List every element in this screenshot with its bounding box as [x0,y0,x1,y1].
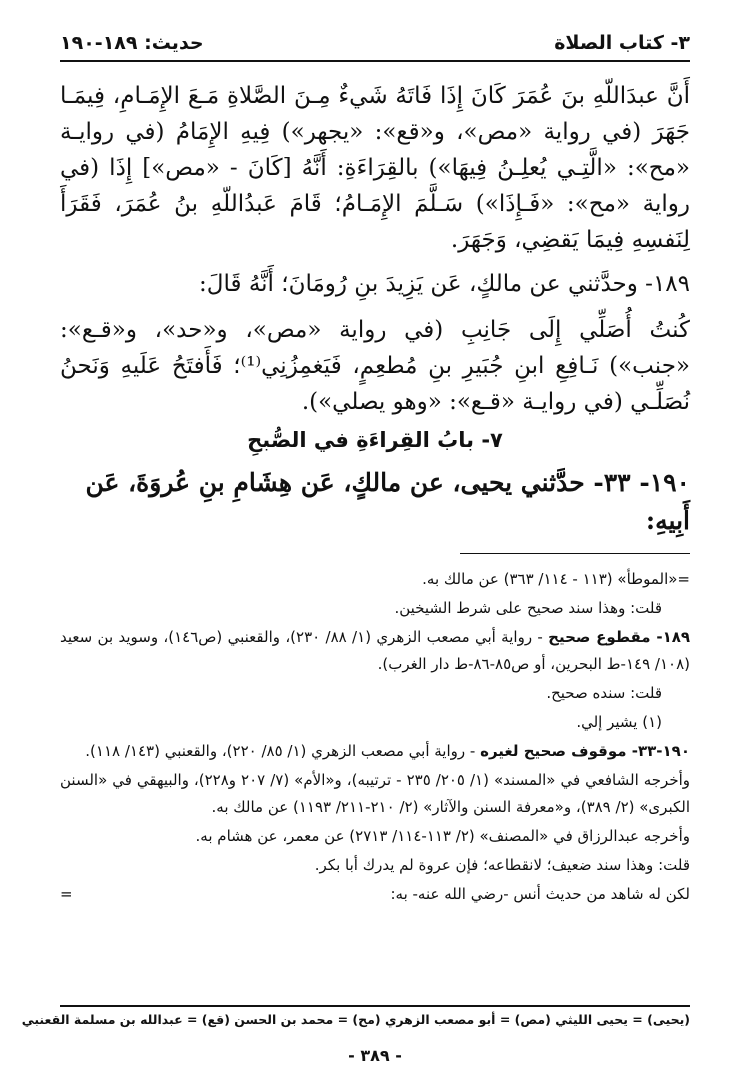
abbreviation-legend: (يحيى) = يحيى الليثي (مص) = أبو مصعب الزهري (مح) = محمد بن الحسن (قع) = عبدالله بن مسلمة القعنبي [21,1012,690,1027]
page [21,28,691,1068]
grade-label: ١٨٩- مقطوع صحيح [548,628,691,646]
hadith-190-heading: ١٩٠- ٣٣- حدَّثني يحيى، عن مالكٍ، عَن هِشَامِ بنِ عُروَةَ، عَن أَبِيهِ: [85,468,690,535]
paragraph-hadith-189: كُنتُ أُصَلِّي إِلَى جَانِبِ (في رواية «مص»، و«حد»، و«قـع»: «جنب») نَـافِعِ ابنِ جُبَيرِ بنِ مُطعِمٍ، فَيَغمِزُنِي⁽¹⁾؛ فَأَفتَحُ عَلَيهِ وَنَحنُ نُصَلِّـي (في روايـة «قـع»: «وهو يصلي»). [60,317,690,415]
footnote-line: وأخرجه الشافعي في «المسند» (١/ ٢٠٥/ ٢٣٥ - ترتيبه)، و«الأم» (٧/ ٢٠٧ و٢٢٨)، والبيهقي في «السنن الكبرى» (٢/ ٣٨٩)، و«معرفة السنن والآثار» (٢/ ٢١٠-٢١١/ ١١٩٣) عن مالك به. [60,771,691,816]
footnote-hadith-190 [60,738,690,765]
continuation-mark: = [60,885,73,903]
footnote-line: قلت: سنده صحيح. [546,684,662,702]
footnote-separator [460,553,690,554]
chapter-title: ٧- بابُ القِراءَةِ في الصُّبحِ [247,428,503,452]
paragraph-ibn-umar: أَنَّ عبدَاللّهِ بنَ عُمَرَ كَانَ إِذَا فَاتَهُ شَيءٌ مِـنَ الصَّلاةِ مَـعَ الإِمَـامِ، فِيمَـا جَهَرَ (في رواية «مص»، و«قع»: «يجهر») فِيهِ الإِمَامُ (في روايـة «مح»: «الَّتِـي يُعلِـنُ فِيهَا») بالقِرَاءَةِ: أَنَّهُ [كَانَ - «مص»] إِذَا (في رواية «مح»: «فَـإِذَا») سَـلَّمَ الإِمَـامُ؛ قَامَ عَبدُاللّهِ بنُ عُمَرَ، فَقَرَأَ لِنَفسِهِ فِيمَا يَقضِي، وَجَهَرَ. [60,83,690,253]
footnote-line: =«الموطأ» (١١٣ - ١١٤/ ٣٦٣) عن مالك به. [422,570,690,588]
running-header [60,28,690,58]
page-number: - ٣٨٩ - [348,1046,402,1065]
legend-rule [60,1005,690,1007]
footnotes [60,566,690,910]
footnote-1: (١) يشير إلي. [576,713,662,731]
footnote-line: وأخرجه عبدالرزاق في «المصنف» (٢/ ١١٣-١١٤/ ٢٧١٣) عن معمر، عن هشام به. [195,827,690,845]
grade-label: ١٩٠-٣٣- موقوف صحيح لغيره [480,742,690,760]
footnote-line: قلت: وهذا سند صحيح على شرط الشيخين. [394,599,662,617]
hadith-189-heading: ١٨٩- وحدَّثني عن مالكٍ، عَن يَزِيدَ بنِ رُومَانَ؛ أَنَّهُ قَالَ: [199,271,690,297]
footnote-text: - رواية أبي مصعب الزهري (١/ ٨٥/ ٢٢٠)، والقعنبي (١٤٣/ ١١٨). [85,742,481,760]
footnote-line: قلت: وهذا سند ضعيف؛ لانقطاعه؛ فإن عروة لم يدرك أبا بكر. [314,856,690,874]
header-rule [60,60,690,62]
main-text [60,78,690,540]
book-title: ٣- كتاب الصلاة [554,32,690,54]
footnote-hadith-189 [60,624,690,678]
footnote-line [60,881,690,908]
footnote-text: - رواية أبي مصعب الزهري (١/ ٨٨/ ٢٣٠)، والقعنبي (ص١٤٦)، وسويد بن سعيد (١٠٨/ ١٤٩-ط البحرين، أو ص٨٥-٨٦-ط دار الغرب). [60,628,690,673]
hadith-range: حديث: ١٨٩-١٩٠ [60,32,204,54]
footnote-text: لكن له شاهد من حديث أنس -رضي الله عنه- به: [390,885,690,903]
